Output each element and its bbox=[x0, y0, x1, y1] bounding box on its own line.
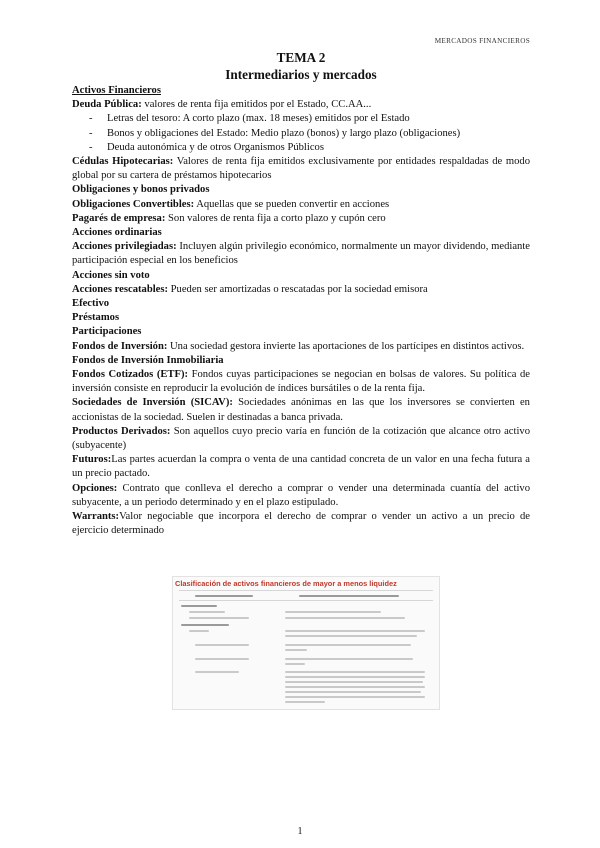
list-item: - Letras del tesoro: A corto plazo (max. 18 meses) emitidos por el Estado bbox=[89, 112, 530, 126]
convertibles-paragraph bbox=[72, 198, 530, 212]
figure-text-line bbox=[285, 691, 421, 693]
deuda-publica-paragraph bbox=[72, 98, 530, 112]
opciones-text: Contrato que conlleva el derecho a comprar o vender una determinada cuantía del activo subyacente, a un periodo determinado y en el plazo estipulado. bbox=[72, 482, 530, 508]
efectivo-heading: Efectivo bbox=[72, 298, 110, 310]
sicav-paragraph bbox=[72, 396, 530, 424]
fondos-inversion-text: Una sociedad gestora invierte las aportaciones de los partícipes en distintos activos. bbox=[167, 340, 525, 352]
figure-text-line bbox=[181, 605, 217, 607]
prestamos-heading: Préstamos bbox=[72, 312, 120, 324]
pagares-paragraph bbox=[72, 212, 530, 226]
figure-text-line bbox=[285, 671, 425, 673]
acciones-rescatables-paragraph bbox=[72, 283, 530, 297]
acciones-ordinarias-heading: Acciones ordinarias bbox=[72, 227, 162, 239]
fondos-cotizados-paragraph bbox=[72, 368, 530, 396]
acciones-privilegiadas-paragraph bbox=[72, 240, 530, 268]
running-header: MERCADOS FINANCIEROS bbox=[434, 37, 530, 45]
figure-text-line bbox=[195, 644, 249, 646]
acciones-privilegiadas-term: Acciones privilegiadas: bbox=[72, 241, 177, 253]
figure-text-line bbox=[285, 644, 411, 646]
figure-text-line bbox=[285, 681, 423, 683]
figure-text-line bbox=[285, 701, 325, 703]
figure-text-line bbox=[189, 617, 249, 619]
derivados-text: Son aquellos cuyo precio varía en función de la cotización que alcance otro activo (subyacente) bbox=[72, 425, 530, 452]
figure-text-line bbox=[285, 611, 381, 613]
fondos-inmobiliaria-heading: Fondos de Inversión Inmobiliaria bbox=[72, 354, 224, 366]
figure-rule bbox=[179, 600, 433, 601]
figure-text-line bbox=[195, 671, 239, 673]
convertibles-term: Obligaciones Convertibles: bbox=[72, 198, 195, 210]
fondos-inversion-paragraph bbox=[72, 340, 530, 354]
fondos-cotizados-text: Fondos cuyas participaciones se negocian en bolsas de valores. Su política de inversión consiste en reproducir la evolución de índices bursátiles o de la renta fija. bbox=[72, 369, 531, 395]
figure-text-line bbox=[189, 611, 225, 613]
figure-text-line bbox=[285, 649, 307, 651]
acciones-rescatables-term: Acciones rescatables: bbox=[72, 283, 169, 295]
figure-text-line bbox=[195, 658, 249, 660]
opciones-paragraph bbox=[72, 482, 530, 510]
obligaciones-privados-heading: Obligaciones y bonos privados bbox=[72, 184, 210, 196]
deuda-publica-term: Deuda Pública: bbox=[72, 99, 142, 111]
page-subtitle: Intermediarios y mercados bbox=[225, 67, 377, 82]
cedulas-text: Valores de renta fija emitidos exclusivamente por entidades respaldadas de modo global por su cartera de préstamos hipotecarios bbox=[72, 156, 530, 182]
convertibles-text: Aquellas que se pueden convertir en acciones bbox=[194, 198, 390, 210]
derivados-term: Productos Derivados: bbox=[72, 425, 171, 437]
sicav-term: Sociedades de Inversión (SICAV): bbox=[72, 397, 233, 409]
section-heading: Activos Financieros bbox=[72, 85, 161, 96]
futuros-term: Futuros: bbox=[72, 454, 112, 466]
figure-text-line bbox=[195, 595, 253, 597]
figure-text-line bbox=[285, 686, 425, 688]
figure-text-line bbox=[285, 676, 425, 678]
acciones-rescatables-text: Pueden ser amortizadas o rescatadas por la sociedad emisora bbox=[168, 283, 428, 295]
sicav-text: Sociedades anónimas en las que los inversores se convierten en accionistas de la sociedad. Suelen ir destinadas a banca privada. bbox=[72, 397, 530, 423]
pagares-term: Pagarés de empresa: bbox=[72, 212, 166, 224]
page-title: TEMA 2 bbox=[276, 50, 326, 65]
pagares-text: Son valores de renta fija a corto plazo y cupón cero bbox=[165, 212, 386, 224]
classification-figure bbox=[172, 576, 440, 710]
figure-rule bbox=[179, 590, 433, 591]
figure-text-line bbox=[285, 658, 413, 660]
warrants-term: Warrants: bbox=[72, 511, 120, 523]
futuros-paragraph bbox=[72, 453, 530, 481]
list-item: - Deuda autonómica y de otros Organismos Públicos bbox=[89, 141, 530, 155]
document-body bbox=[72, 50, 530, 539]
acciones-sin-voto-heading: Acciones sin voto bbox=[72, 269, 150, 281]
acciones-privilegiadas-text: Incluyen algún privilegio económico, normalmente un mayor dividendo, mediante participación especial en los beneficios bbox=[72, 241, 530, 267]
deuda-publica-text: valores de renta fija emitidos por el Estado, CC.AA... bbox=[141, 99, 372, 111]
warrants-paragraph bbox=[72, 510, 530, 538]
list-item: - Bonos y obligaciones del Estado: Medio plazo (bonos) y largo plazo (obligaciones) bbox=[89, 127, 530, 141]
page-number: 1 bbox=[297, 826, 303, 837]
deuda-publica-list bbox=[72, 112, 530, 155]
figure-text-line bbox=[285, 617, 405, 619]
figure-text-line bbox=[181, 624, 229, 626]
figure-title: Clasificación de activos financieros de mayor a menos liquidez bbox=[175, 579, 397, 588]
figure-text-line bbox=[285, 696, 425, 698]
opciones-term: Opciones: bbox=[72, 482, 118, 494]
fondos-cotizados-term: Fondos Cotizados (ETF): bbox=[72, 369, 189, 381]
figure-text-line bbox=[285, 635, 417, 637]
participaciones-heading: Participaciones bbox=[72, 326, 142, 338]
fondos-inversion-term: Fondos de Inversión: bbox=[72, 340, 168, 352]
futuros-text: Las partes acuerdan la compra o venta de una cantidad concreta de un valor en una fecha futura a un precio pactado. bbox=[72, 454, 530, 480]
figure-text-line bbox=[299, 595, 399, 597]
figure-text-line bbox=[285, 630, 425, 632]
figure-text-line bbox=[285, 663, 305, 665]
cedulas-term: Cédulas Hipotecarias: bbox=[72, 156, 174, 168]
figure-text-line bbox=[189, 630, 209, 632]
derivados-paragraph bbox=[72, 425, 530, 453]
warrants-text: Valor negociable que incorpora el derecho de comprar o vender un activo a un precio de ejercicio determinado bbox=[72, 511, 530, 537]
cedulas-paragraph bbox=[72, 155, 530, 183]
